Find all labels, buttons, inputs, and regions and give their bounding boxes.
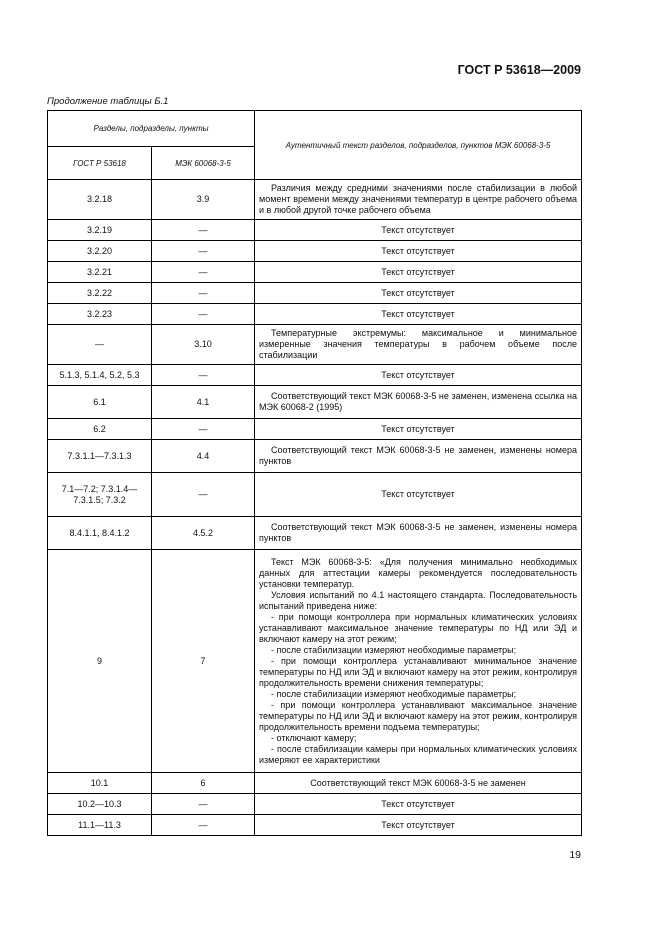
iec-clause-cell: — (152, 794, 255, 815)
iec-clause-cell: — (152, 304, 255, 325)
table-caption: Продолжение таблицы Б.1 (47, 96, 169, 107)
text-paragraph: Текст отсутствует (381, 798, 455, 809)
text-paragraph: - после стабилизации измеряют необходимые параметры; (271, 644, 517, 655)
text-paragraph: Температурные экстремумы: максимальное и минимальное измеренные значения температуры в рабочем объеме после стабилизации (259, 328, 578, 360)
text-column-header: Аутентичный текст разделов, подразделов, пунктов МЭК 60068-3-5 (255, 111, 582, 180)
text-paragraph: Текст отсутствует (381, 287, 455, 298)
text-paragraph: - при помощи контроллера устанавливают максимальное значение температуры по НД или ЭД и включают камеру на этот режим, контролируя продолжительность времени подъема температуры; (259, 699, 578, 732)
iec-column-header: МЭК 60068-3-5 (152, 147, 255, 180)
iec-clause-cell: — (152, 220, 255, 241)
text-paragraph: Соответствующий текст МЭК 60068-3-5 не заменен (310, 777, 526, 788)
gost-clause-cell: 7.1—7.2; 7.3.1.4—7.3.1.5; 7.3.2 (48, 473, 152, 517)
iec-clause-cell: 3.9 (152, 180, 255, 220)
iec-clause-cell: — (152, 283, 255, 304)
iec-clause-cell: 7 (152, 550, 255, 773)
gost-clause-cell: 5.1.3, 5.1.4, 5.2, 5.3 (48, 365, 152, 386)
text-paragraph: Текст отсутствует (381, 266, 455, 277)
authentic-text-cell (255, 386, 582, 419)
gost-clause-cell: 3.2.18 (48, 180, 152, 220)
table-row (48, 473, 582, 517)
gost-clause-cell: 11.1—11.3 (48, 815, 152, 836)
iec-clause-cell: 6 (152, 773, 255, 794)
iec-clause-cell: — (152, 365, 255, 386)
table-row (48, 773, 582, 794)
gost-clause-cell: 9 (48, 550, 152, 773)
gost-clause-cell: 10.1 (48, 773, 152, 794)
document-code: ГОСТ Р 53618—2009 (457, 63, 581, 77)
text-paragraph: Текст отсутствует (381, 489, 455, 499)
gost-column-header: ГОСТ Р 53618 (48, 147, 152, 180)
text-paragraph: Текст отсутствует (381, 423, 455, 434)
table-row (48, 550, 582, 773)
iec-clause-cell: 4.4 (152, 440, 255, 473)
iec-clause-cell: — (152, 815, 255, 836)
authentic-text-cell (255, 283, 582, 304)
text-paragraph: Текст отсутствует (381, 245, 455, 256)
gost-clause-cell: 8.4.1.1, 8.4.1.2 (48, 517, 152, 550)
table-row (48, 815, 582, 836)
gost-clause-cell: 3.2.19 (48, 220, 152, 241)
text-paragraph: - после стабилизации измеряют необходимые параметры; (271, 688, 517, 699)
table-row (48, 794, 582, 815)
table-row (48, 365, 582, 386)
gost-clause-cell: 6.1 (48, 386, 152, 419)
text-paragraph: Текст отсутствует (381, 819, 455, 830)
table-row (48, 517, 582, 550)
gost-clause-cell: 7.3.1.1—7.3.1.3 (48, 440, 152, 473)
authentic-text-cell (255, 180, 582, 220)
text-paragraph: Соответствующий текст МЭК 60068-3-5 не заменен, изменены номера пунктов (259, 445, 578, 466)
text-paragraph: Текст отсутствует (381, 308, 455, 319)
iec-clause-cell: 4.5.2 (152, 517, 255, 550)
text-paragraph: Условия испытаний по 4.1 настоящего стандарта. Последовательность испытаний приведена ниже: (259, 589, 578, 611)
text-paragraph: - при помощи контроллера устанавливают минимальное значение температуры по НД или ЭД и включают камеру на этот режим, контролируя продолжительность времени снижения температуры; (259, 655, 578, 688)
authentic-text-cell (255, 220, 582, 241)
authentic-text-cell (255, 262, 582, 283)
gost-clause-cell: 6.2 (48, 419, 152, 440)
authentic-text-cell (255, 517, 582, 550)
authentic-text-cell (255, 550, 582, 773)
authentic-text-cell (255, 365, 582, 386)
table-body (48, 180, 582, 836)
gost-clause-cell: 10.2—10.3 (48, 794, 152, 815)
iec-clause-cell: — (152, 419, 255, 440)
text-paragraph: Соответствующий текст МЭК 60068-3-5 не заменен, изменена ссылка на МЭК 60068-2 (1995) (259, 391, 578, 412)
text-paragraph: Соответствующий текст МЭК 60068-3-5 не заменен, изменены номера пунктов (259, 522, 578, 543)
text-paragraph: - после стабилизации камеры при нормальных климатических условиях измеряют ее характеристики (259, 743, 578, 765)
gost-clause-cell: 3.2.23 (48, 304, 152, 325)
authentic-text-cell (255, 794, 582, 815)
iec-clause-cell: — (152, 473, 255, 517)
table-row (48, 283, 582, 304)
table-row (48, 220, 582, 241)
authentic-text-cell (255, 440, 582, 473)
text-paragraph: Текст отсутствует (381, 224, 455, 235)
table-row (48, 304, 582, 325)
group-header: Разделы, подразделы, пункты (48, 111, 255, 147)
iec-clause-cell: — (152, 241, 255, 262)
gost-clause-cell: 3.2.21 (48, 262, 152, 283)
correspondence-table (47, 110, 582, 836)
table-row (48, 241, 582, 262)
table-row (48, 180, 582, 220)
authentic-text-cell (255, 473, 582, 517)
gost-clause-cell: — (48, 325, 152, 365)
text-paragraph: - при помощи контроллера при нормальных климатических условиях устанавливают максимальное значение температуры по НД или ЭД и включают камеру на этот режим; (259, 611, 578, 644)
iec-clause-cell: — (152, 262, 255, 283)
iec-clause-cell: 4.1 (152, 386, 255, 419)
table-row (48, 386, 582, 419)
iec-clause-cell: 3.10 (152, 325, 255, 365)
text-paragraph: Текст отсутствует (381, 369, 455, 380)
authentic-text-cell (255, 304, 582, 325)
table-row (48, 419, 582, 440)
authentic-text-cell (255, 419, 582, 440)
text-paragraph: Различия между средними значениями после стабилизации в любой момент времени между значениями температур в центре рабочего объема и в любой другой точке рабочего объема (259, 183, 578, 215)
text-paragraph: - отключают камеру; (271, 732, 357, 743)
gost-clause-cell: 3.2.22 (48, 283, 152, 304)
authentic-text-cell (255, 773, 582, 794)
text-paragraph: Текст МЭК 60068-3-5: «Для получения минимально необходимых данных для аттестации камеры рекомендуется последовательность установки температур. (259, 556, 578, 589)
page-number: 19 (569, 849, 581, 861)
table-row (48, 262, 582, 283)
authentic-text-cell (255, 241, 582, 262)
authentic-text-cell (255, 325, 582, 365)
authentic-text-cell (255, 815, 582, 836)
table-row (48, 440, 582, 473)
gost-clause-cell: 3.2.20 (48, 241, 152, 262)
table-row (48, 325, 582, 365)
